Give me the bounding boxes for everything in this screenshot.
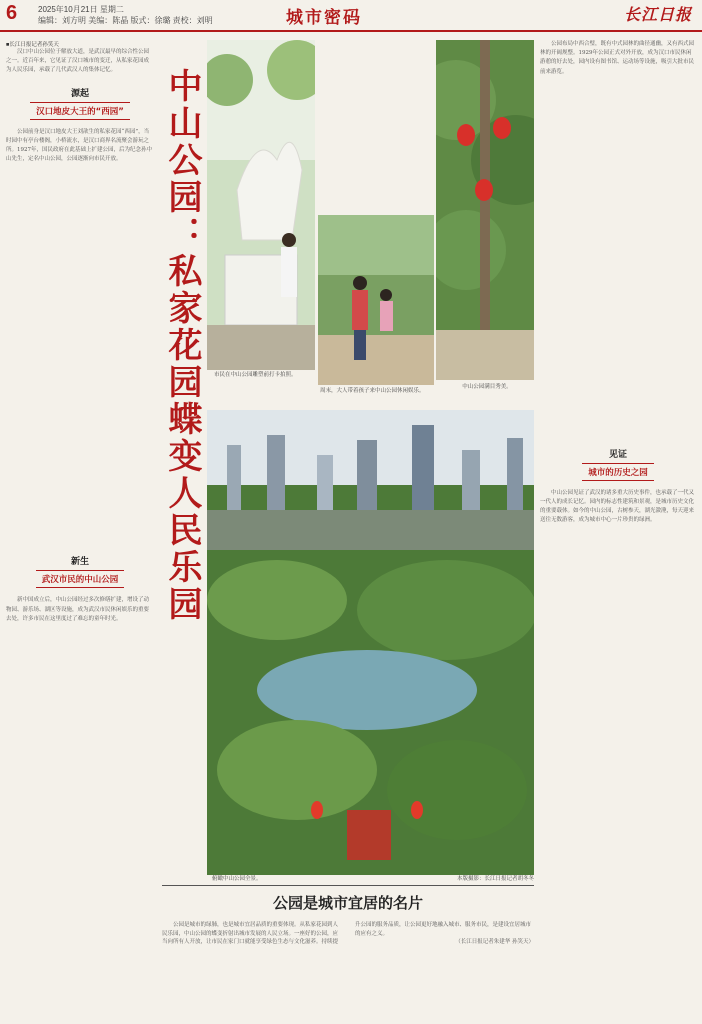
commentary-title: 公园是城市宜居的名片 bbox=[162, 885, 534, 915]
left-column bbox=[6, 40, 154, 1018]
rebirth-paragraph: 新中国成立后，中山公园经过多次修缮扩建，增设了动物园、游乐场、湖区等设施，成为武汉市民休闲娱乐的重要去处，许多市民在这里度过了难忘的童年时光。 bbox=[6, 597, 150, 622]
section-title: 城市密码 bbox=[286, 8, 362, 28]
caption-photo4: 俯瞰中山公园全景。 bbox=[212, 876, 262, 882]
page-header bbox=[0, 0, 702, 32]
photo-credit: 本版摄影：长江日报记者胡冬冬 bbox=[456, 876, 534, 882]
subhead-origin bbox=[6, 86, 154, 120]
commentary-body bbox=[162, 921, 534, 947]
commentary-signature: （长江日报记者朱建华 孙笑天） bbox=[455, 939, 534, 946]
spacer bbox=[6, 164, 154, 544]
editor-line: 编辑：刘方明 美编：陈晶 版式：徐璐 责校：刘明 bbox=[38, 16, 213, 25]
subhead-kicker: 新生 bbox=[70, 557, 89, 568]
subhead-kicker: 源起 bbox=[70, 88, 89, 99]
intro-paragraph: 汉口中山公园位于解放大道，是武汉最早的综合性公园之一。近百年来，它见证了汉口城市的变迁，从私家花园成为人民乐园，承载了几代武汉人的集体记忆。 bbox=[6, 49, 150, 74]
photo-family bbox=[318, 215, 434, 385]
subhead-bar: 汉口地皮大王的“西园” bbox=[30, 102, 130, 120]
byline: ■长江日报记者孙笑天 bbox=[6, 42, 59, 48]
origin-paragraph: 公园前身是汉口地皮大王刘歆生的私家花园“西园”，当时园中有亭台楼阁，小桥流水，是汉口商界名流聚会游玩之所。1927年，国民政府在此基础上扩建公园，后为纪念孙中山先生，定名中山公园，公园逐渐向市民开放。 bbox=[6, 128, 152, 163]
masthead-logo: 长江日报 bbox=[623, 5, 692, 24]
subhead-rebirth bbox=[6, 554, 154, 588]
photo-lanterns bbox=[436, 40, 534, 380]
photo-statue bbox=[207, 40, 315, 370]
date-line: 2025年10月21日 星期二 bbox=[38, 5, 124, 14]
subhead-kicker: 见证 bbox=[608, 449, 627, 460]
caption-photo3: 中山公园满目秀美。 bbox=[462, 384, 512, 390]
spacer bbox=[540, 77, 696, 437]
subhead-bar: 城市的历史之园 bbox=[582, 463, 654, 481]
subhead-bar: 武汉市民的中山公园 bbox=[36, 570, 125, 588]
caption-photo1: 市民在中山公园雕塑前打卡拍照。 bbox=[214, 372, 297, 378]
commentary-paragraph: 公园是城市的绿肺，也是城市宜居品质的重要体现。从私家花园到人民乐园，中山公园的蝶变折射出城市发展的人民立场。一座好的公园，应当向所有人开放，让市民在家门口就能享受绿色生态与文化滋养。持续提升公园的服务品质，让公园更好地融入城市、服务市民，是建设宜居城市的应有之义。 bbox=[162, 922, 532, 946]
caption-photo2: 周末，大人带着孩子来中山公园休闲娱乐。 bbox=[320, 388, 425, 394]
headline: 中山公园：私家花园蝶变人民乐园 bbox=[162, 68, 202, 623]
page-number: 6 bbox=[6, 2, 18, 24]
header-meta bbox=[38, 4, 213, 26]
commentary-article bbox=[162, 885, 534, 1020]
right-column bbox=[540, 40, 696, 1018]
subhead-witness bbox=[540, 447, 696, 481]
right-paragraph-1: 公园布局中西合璧，既有中式园林的曲径通幽，又有西式园林的开阔规整。1929年公园正式对外开放，成为汉口市民休闲游憩的好去处，园内设有图书馆、运动场等设施，吸引大批市民前来游览。 bbox=[540, 41, 695, 75]
photo-aerial bbox=[207, 410, 534, 875]
right-paragraph-2: 中山公园见证了武汉的诸多重大历史事件，也承载了一代又一代人的成长记忆。园内的标志性建筑和景观，是城市历史文化的重要载体。如今的中山公园，古树参天，湖光潋滟，每天迎来送往无数游客，成为城市中心一片珍贵的绿洲。 bbox=[540, 489, 695, 524]
